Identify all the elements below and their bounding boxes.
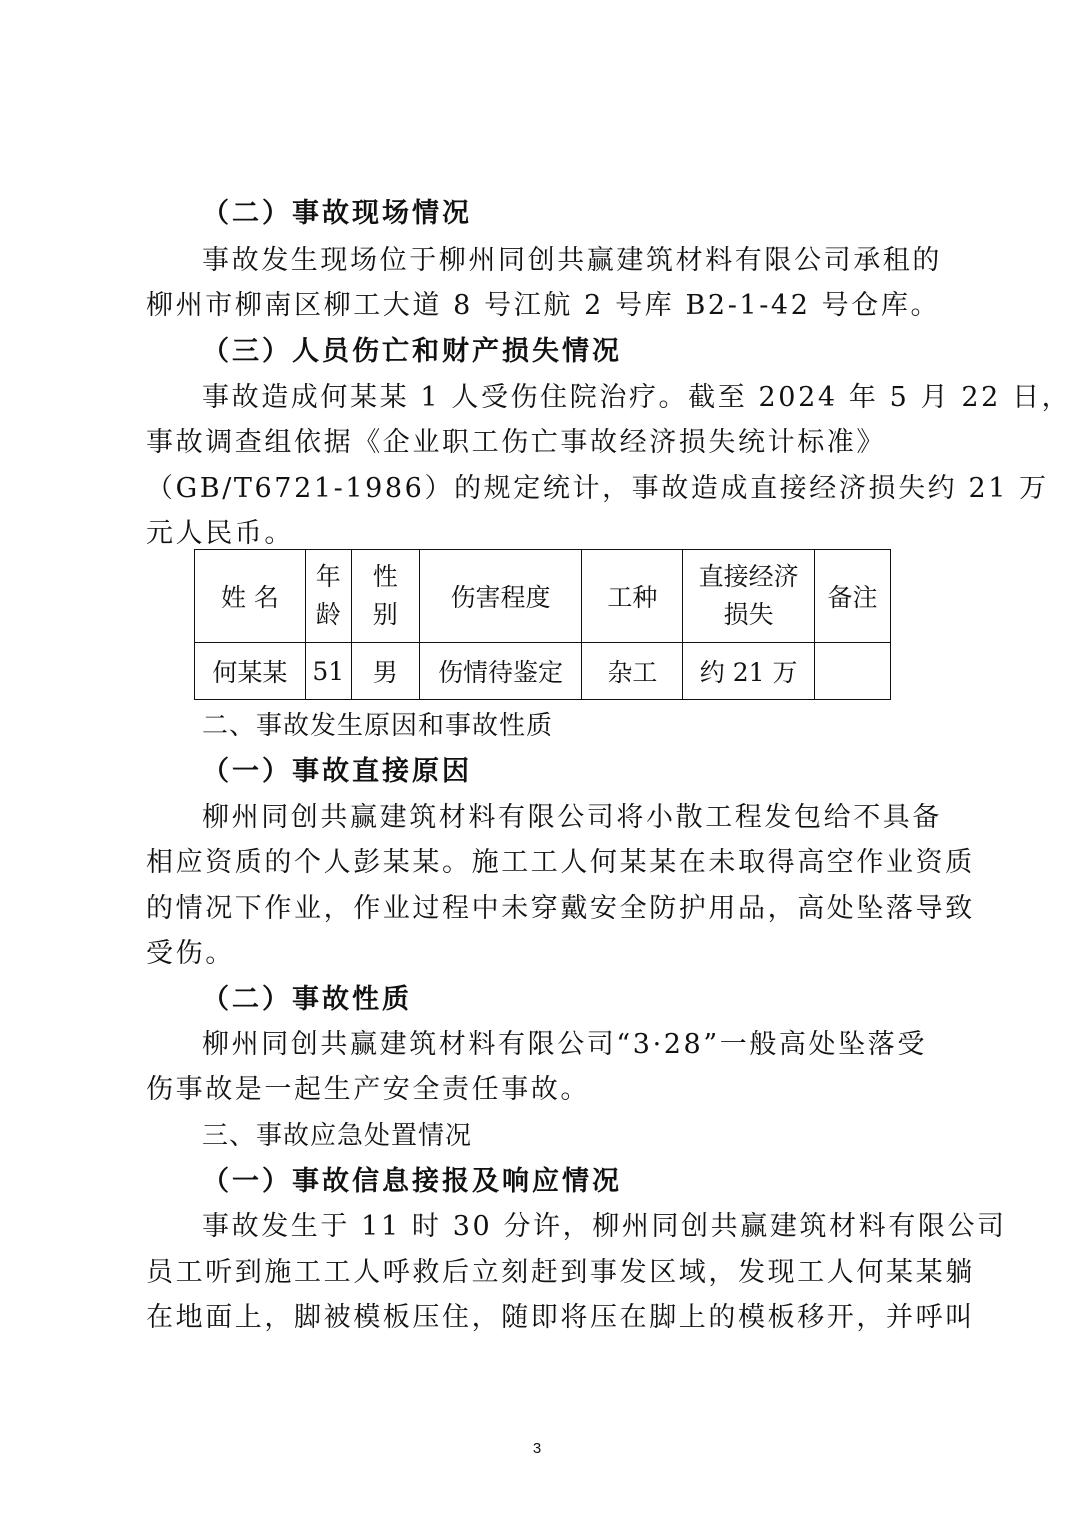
cell-note [815, 643, 891, 700]
paragraph-line: 事故发生现场位于柳州同创共赢建筑材料有限公司承租的 [202, 245, 942, 276]
paragraph-line: 在地面上，脚被模板压住，随即将压在脚上的模板移开，并呼叫 [146, 1302, 975, 1333]
paragraph-line: （GB/T6721-1986）的规定统计，事故造成直接经济损失约 21 万 [146, 473, 1049, 504]
paragraph-line: 员工听到施工工人呼救后立刻赶到事发区域，发现工人何某某躺 [146, 1257, 975, 1288]
page-number: 3 [532, 1440, 542, 1457]
paragraph-line: 伤事故是一起生产安全责任事故。 [146, 1074, 590, 1105]
header-job: 工种 [582, 550, 683, 643]
header-sex: 性 别 [351, 550, 419, 643]
header-injury: 伤害程度 [419, 550, 582, 643]
paragraph-line: 柳州同创共赢建筑材料有限公司“3·28”一般高处坠落受 [202, 1029, 927, 1060]
paragraph-line: 柳州同创共赢建筑材料有限公司将小散工程发包给不具备 [202, 802, 942, 833]
cell-sex: 男 [351, 643, 419, 700]
section-heading-report: （一）事故信息接报及响应情况 [202, 1166, 622, 1197]
cell-injury: 伤情待鉴定 [419, 643, 582, 700]
paragraph-line: 事故调查组依据《企业职工伤亡事故经济损失统计标准》 [146, 427, 886, 458]
cell-job: 杂工 [582, 643, 683, 700]
header-note: 备注 [815, 550, 891, 643]
header-loss: 直接经济 损失 [683, 550, 815, 643]
chapter-heading-emergency: 三、事故应急处置情况 [202, 1121, 473, 1151]
section-heading-scene: （二）事故现场情况 [202, 198, 472, 229]
header-name: 姓 名 [195, 550, 306, 643]
table-header-row [195, 550, 891, 643]
section-heading-nature: （二）事故性质 [202, 984, 412, 1015]
casualty-table [194, 549, 891, 700]
header-age: 年 龄 [305, 550, 351, 643]
paragraph-line: 元人民币。 [146, 518, 294, 549]
paragraph-line: 相应资质的个人彭某某。施工工人何某某在未取得高空作业资质 [146, 847, 975, 878]
section-heading-casualties: （三）人员伤亡和财产损失情况 [202, 336, 622, 367]
paragraph-line: 柳州市柳南区柳工大道 8 号江航 2 号库 B2-1-42 号仓库。 [146, 290, 941, 321]
paragraph-line: 受伤。 [146, 938, 235, 969]
cell-loss: 约 21 万 [683, 643, 815, 700]
section-heading-direct-cause: （一）事故直接原因 [202, 756, 472, 787]
paragraph-line: 的情况下作业，作业过程中未穿戴安全防护用品，高处坠落导致 [146, 893, 975, 924]
paragraph-line: 事故发生于 11 时 30 分许，柳州同创共赢建筑材料有限公司 [202, 1211, 1007, 1242]
paragraph-line: 事故造成何某某 1 人受伤住院治疗。截至 2024 年 5 月 22 日， [202, 382, 1072, 413]
cell-name: 何某某 [195, 643, 306, 700]
chapter-heading-cause: 二、事故发生原因和事故性质 [202, 711, 554, 741]
cell-age: 51 [305, 643, 351, 700]
table-row [195, 643, 891, 700]
